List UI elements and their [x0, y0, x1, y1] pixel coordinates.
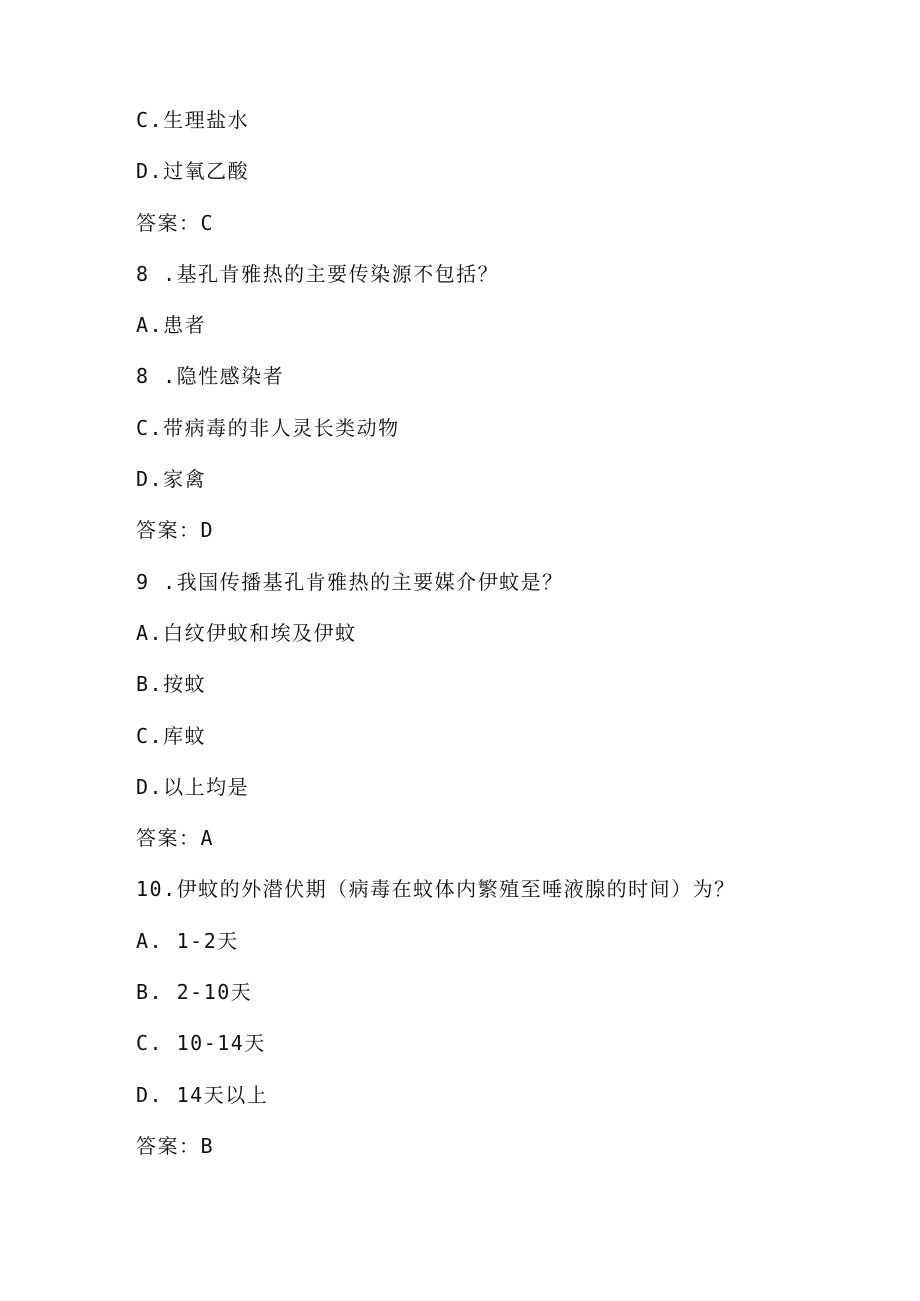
question-8-line: 8 .基孔肯雅热的主要传染源不包括？	[136, 261, 500, 286]
option-c-line: C.带病毒的非人灵长类动物	[136, 415, 400, 440]
answer-line: 答案：C	[136, 210, 215, 235]
option-c-line: C.库蚊	[136, 723, 207, 748]
question-10-line: 10.伊蚊的外潜伏期（病毒在蚊体内繁殖至唾液腺的时间）为？	[136, 877, 736, 902]
option-a-line: A.患者	[136, 313, 207, 338]
option-b-line: 8 .隐性感染者	[136, 364, 285, 389]
option-a-line: A.白纹伊蚊和埃及伊蚊	[136, 620, 357, 645]
answer-line: 答案：A	[136, 826, 215, 851]
option-b-line: B. 2-10天	[136, 980, 253, 1005]
question-text-block	[136, 104, 856, 1181]
answer-line: 答案：D	[136, 518, 215, 543]
option-d-line: D. 14天以上	[136, 1082, 269, 1107]
option-d-line: D.以上均是	[136, 774, 250, 799]
option-d-line: D.家禽	[136, 467, 207, 492]
option-d-line: D.过氧乙酸	[136, 159, 250, 184]
option-b-line: B.按蚊	[136, 672, 207, 697]
option-a-line: A. 1-2天	[136, 928, 239, 953]
option-c-line: C.生理盐水	[136, 108, 250, 132]
answer-line: 答案：B	[136, 1133, 215, 1158]
question-9-line: 9 .我国传播基孔肯雅热的主要媒介伊蚊是？	[136, 569, 564, 594]
option-c-line: C. 10-14天	[136, 1031, 266, 1056]
